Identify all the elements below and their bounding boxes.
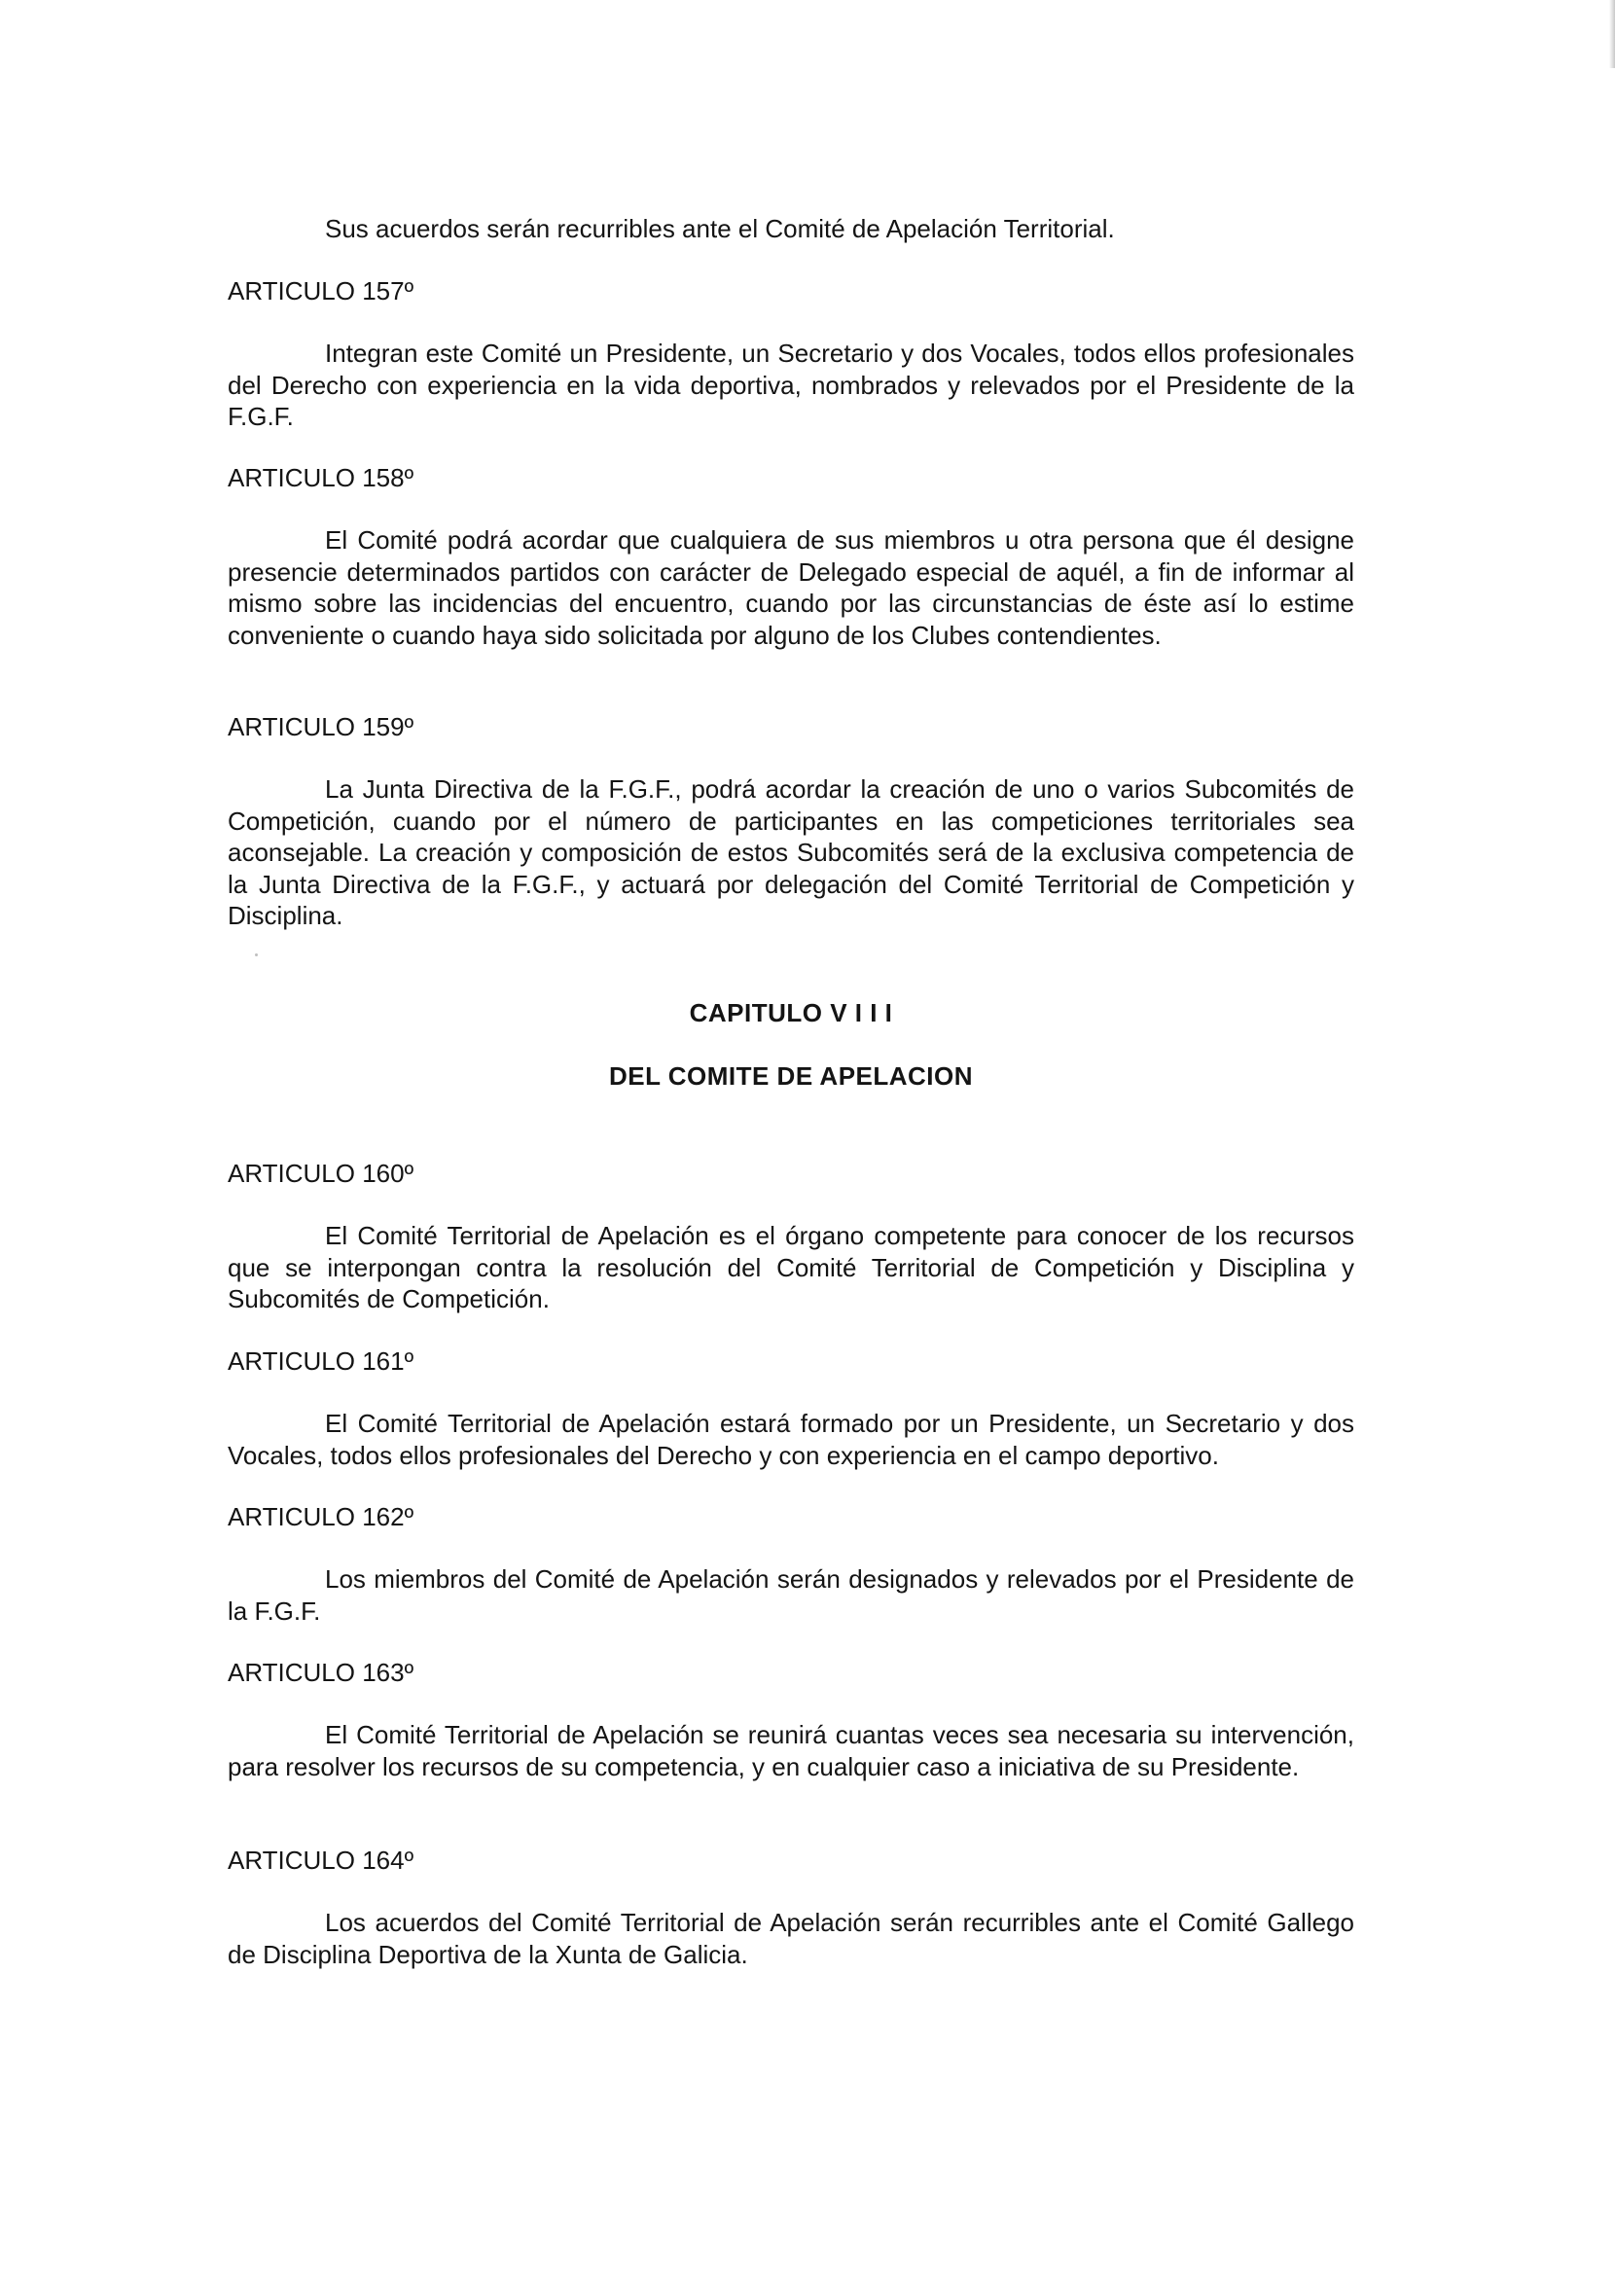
scan-speck [255, 953, 258, 956]
scan-edge-shadow [1609, 0, 1615, 68]
chapter-subtitle: DEL COMITE DE APELACION [608, 1061, 974, 1091]
article-162-text: Los miembros del Comité de Apelación serán designados y relevados por el Presidente de la F.G.F. [228, 1564, 1354, 1626]
article-157-text: Integran este Comité un Presidente, un Secretario y dos Vocales, todos ellos profesionales del Derecho con experiencia en la vida deportiva, nombrados y relevados por el Presidente de la F.G.F. [228, 339, 1354, 431]
article-159-heading: ARTICULO 159º [228, 712, 414, 741]
article-160-text: El Comité Territorial de Apelación es el órgano competente para conocer de los recursos que se interpongan contra la resolución del Comité Territorial de Competición y Disciplina y Subcomités de Competición. [228, 1221, 1354, 1313]
article-161-text: El Comité Territorial de Apelación estará formado por un Presidente, un Secretario y dos Vocales, todos ellos profesionales del Derecho y con experiencia en el campo deportivo. [228, 1409, 1354, 1470]
article-164-text: Los acuerdos del Comité Territorial de Apelación serán recurribles ante el Comité Gallego de Disciplina Deportiva de la Xunta de Galicia. [228, 1908, 1354, 1969]
article-158-heading: ARTICULO 158º [228, 463, 414, 492]
chapter-title: CAPITULO V I I I [689, 998, 893, 1027]
article-163-text: El Comité Territorial de Apelación se reunirá cuantas veces sea necesaria su intervención, para resolver los recursos de su competencia, y en cualquier caso a iniciativa de su Presidente. [228, 1720, 1354, 1781]
intro-text: Sus acuerdos serán recurribles ante el Comité de Apelación Territorial. [325, 214, 1115, 243]
article-162-heading: ARTICULO 162º [228, 1502, 414, 1531]
article-160-heading: ARTICULO 160º [228, 1159, 414, 1188]
article-164-heading: ARTICULO 164º [228, 1846, 414, 1875]
article-159-text: La Junta Directiva de la F.G.F., podrá acordar la creación de uno o varios Subcomités de Competición, cuando por el número de participantes en las competiciones territoriales sea aconsejable. La creación y composición de estos Subcomités será de la exclusiva competencia de la Junta Directiva de la F.G.F., y actuará por delegación del Comité Territorial de Competición y Disciplina. [228, 774, 1354, 930]
article-161-heading: ARTICULO 161º [228, 1346, 414, 1376]
article-157-heading: ARTICULO 157º [228, 276, 414, 305]
article-163-heading: ARTICULO 163º [228, 1658, 414, 1687]
article-158-text: El Comité podrá acordar que cualquiera de sus miembros u otra persona que él designe presencie determinados partidos con carácter de Delegado especial de aquél, a fin de informar al mismo sobre las incidencias del encuentro, cuando por las circunstancias de éste así lo estime conveniente o cuando haya sido solicitada por alguno de los Clubes contendientes. [228, 525, 1354, 650]
